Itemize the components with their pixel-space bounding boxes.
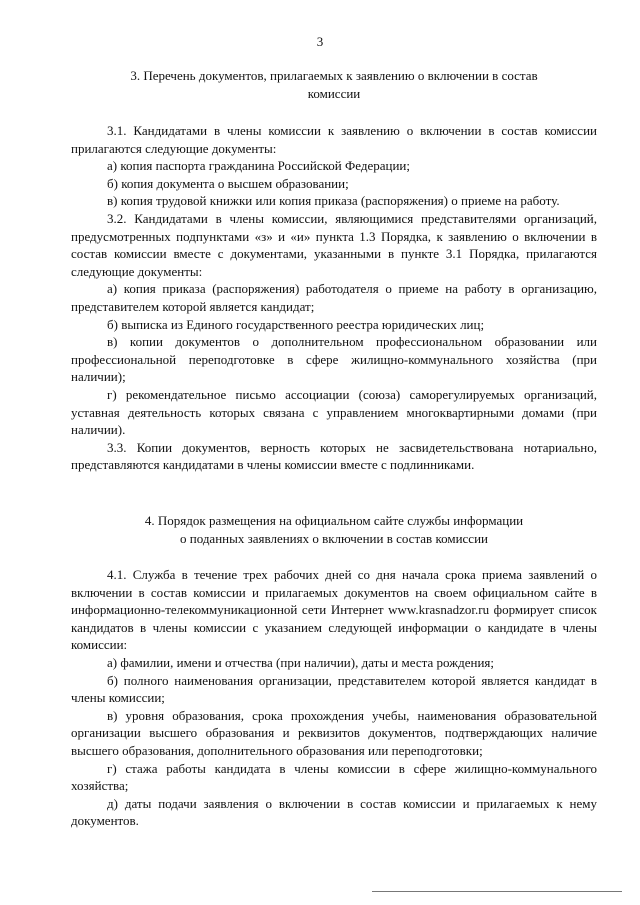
section-4-body (71, 566, 597, 830)
section-3-body (71, 122, 597, 474)
section-3-heading (71, 67, 597, 102)
list-item-4-1-b: б) полного наименования организации, представителем которой является кандидат в члены комиссии; (71, 672, 597, 706)
paragraph-3-3: 3.3. Копии документов, верность которых не засвидетельствована нотариально, представляются кандидатами в члены комиссии вместе с подлинниками. (71, 439, 597, 473)
list-item-4-1-c: в) уровня образования, срока прохождения учебы, наименования образовательной организации высшего образования и реквизитов документов, подтверждающих наличие высшего образования, дополнительного образования или переподготовки; (71, 707, 597, 758)
list-item-3-1-a: а) копия паспорта гражданина Российской Федерации; (107, 158, 410, 174)
section-4-heading-line-2: о поданных заявлениях о включении в состав комиссии (179, 530, 488, 546)
page-number: 3 (316, 34, 324, 49)
list-item-3-2-b: б) выписка из Единого государственного реестра юридических лиц; (107, 316, 485, 332)
section-4-heading (71, 512, 597, 547)
paragraph-3-2: 3.2. Кандидатами в члены комиссии, являющимися представителями организаций, предусмотренных подпунктами «з» и «и» пункта 1.3 Порядка, к заявлению о включении в состав комиссии вместе с документами, указанными в пункте 3.1 Порядка, прилагаются следующие документы: (71, 210, 597, 279)
list-item-3-2-d: г) рекомендательное письмо ассоциации (союза) саморегулируемых организаций, уставная деятельность которых связана с управлением многоквартирными домами (при наличии). (71, 386, 597, 438)
section-4-heading-line-1: 4. Порядок размещения на официальном сайте службы информации (144, 513, 524, 528)
list-item-4-1-a: а) фамилии, имени и отчества (при наличии), даты и места рождения; (107, 654, 495, 670)
list-item-4-1-e: д) даты подачи заявления о включении в состав комиссии и прилагаемых к нему документов. (71, 795, 597, 829)
list-item-3-2-a: а) копия приказа (распоряжения) работодателя о приеме на работу в организацию, представителем которой является кандидат; (71, 281, 597, 314)
list-item-3-1-b: б) копия документа о высшем образовании; (107, 175, 349, 191)
paragraph-3-1: 3.1. Кандидатами в члены комиссии к заявлению о включении в состав комиссии прилагаются следующие документы: (71, 123, 597, 156)
list-item-4-1-d: г) стажа работы кандидата в члены комиссии в сфере жилищно-коммунального хозяйства; (71, 760, 597, 794)
paragraph-4-1: 4.1. Служба в течение трех рабочих дней со дня начала срока приема заявлений о включении в состав комиссии и прилагаемых документов на своем официальном сайте в информационно-телекоммуникационной сети Интернет www.krasnadzor.ru формирует список кандидатов в члены комиссии с указанием следующей информации о кандидате в члены комиссии: (71, 567, 597, 653)
list-item-3-1-c: в) копия трудовой книжки или копия приказа (распоряжения) о приеме на работу. (107, 193, 560, 209)
section-3-heading-line-2: комиссии (307, 85, 361, 101)
list-item-3-2-c: в) копии документов о дополнительном профессиональном образовании или профессиональной переподготовке в сфере жилищно-коммунального хозяйства (при наличии); (71, 334, 597, 385)
section-3-heading-line-1: 3. Перечень документов, прилагаемых к заявлению о включении в состав (130, 68, 538, 83)
footer-rule (372, 891, 622, 892)
